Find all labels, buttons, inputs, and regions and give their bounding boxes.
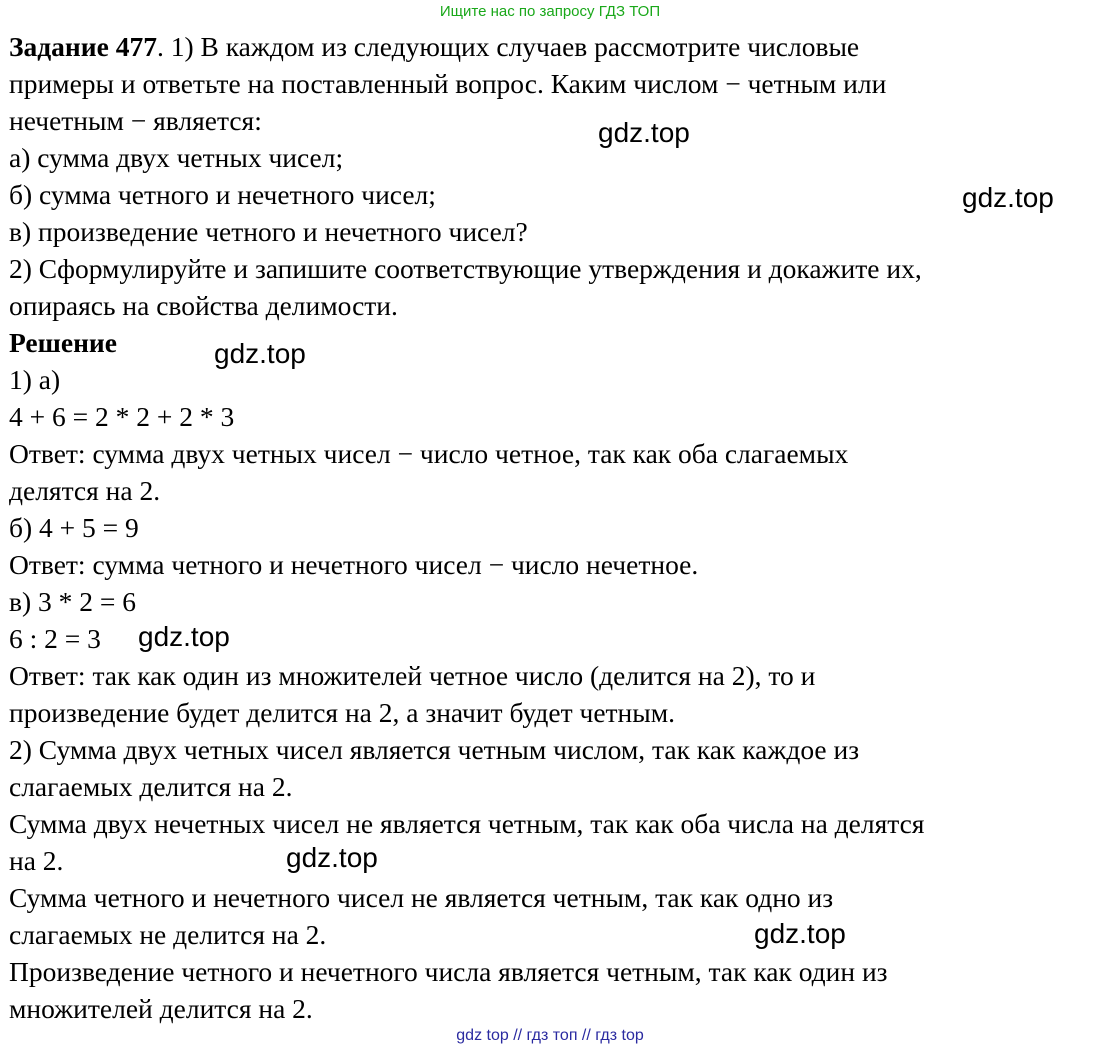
task-line: в) произведение четного и нечетного чисел? bbox=[9, 216, 528, 247]
watermark: gdz.top bbox=[214, 338, 306, 369]
task-line: б) сумма четного и нечетного чисел; bbox=[9, 179, 436, 210]
task-title-line bbox=[9, 28, 1094, 65]
solution-line: Ответ: сумма четного и нечетного чисел − число нечетное. bbox=[9, 549, 699, 580]
solution-line: 6 : 2 = 3 bbox=[9, 623, 101, 654]
solution-line: 2) Сумма двух четных чисел является четным числом, так как каждое из bbox=[9, 734, 860, 765]
watermark: gdz.top bbox=[598, 117, 690, 148]
task-line: опираясь на свойства делимости. bbox=[9, 290, 398, 321]
top-banner: Ищите нас по запросу ГДЗ ТОП bbox=[439, 3, 661, 20]
solution-line: слагаемых не делится на 2. bbox=[9, 919, 327, 950]
task-line: а) сумма двух четных чисел; bbox=[9, 142, 344, 173]
solution-line: множителей делится на 2. bbox=[9, 993, 313, 1024]
solution-line: Сумма двух нечетных чисел не является четным, так как оба числа на делятся bbox=[9, 808, 925, 839]
solution-line: б) 4 + 5 = 9 bbox=[9, 512, 139, 543]
solution-line: слагаемых делится на 2. bbox=[9, 771, 293, 802]
watermark: gdz.top bbox=[962, 182, 1054, 213]
solution-line: Сумма четного и нечетного чисел не является четным, так как одно из bbox=[9, 882, 834, 913]
solution-line: на 2. bbox=[9, 845, 64, 876]
task-line: нечетным − является: bbox=[9, 105, 262, 136]
solution-heading-line bbox=[9, 324, 1094, 361]
solution-line: произведение будет делится на 2, а значит будет четным. bbox=[9, 697, 676, 728]
solution-line: Произведение четного и нечетного числа является четным, так как один из bbox=[9, 956, 888, 987]
solution-line: 4 + 6 = 2 * 2 + 2 * 3 bbox=[9, 401, 235, 432]
task-line: примеры и ответьте на поставленный вопрос. Каким числом − четным или bbox=[9, 68, 887, 99]
solution-line: 1) а) bbox=[9, 364, 61, 395]
watermark: gdz.top bbox=[138, 621, 230, 652]
watermark: gdz.top bbox=[286, 842, 378, 873]
task-title: Задание 477 bbox=[9, 31, 157, 62]
solution-line: делятся на 2. bbox=[9, 475, 161, 506]
solution-heading: Решение bbox=[9, 327, 117, 358]
solution-line: в) 3 * 2 = 6 bbox=[9, 586, 137, 617]
bottom-banner: gdz top // гдз топ // гдз top bbox=[456, 1027, 644, 1044]
solution-line: Ответ: сумма двух четных чисел − число четное, так как оба слагаемых bbox=[9, 438, 849, 469]
solution-line: Ответ: так как один из множителей четное число (делится на 2), то и bbox=[9, 660, 816, 691]
task-line: 2) Сформулируйте и запишите соответствующие утверждения и докажите их, bbox=[9, 253, 922, 284]
document-body bbox=[9, 28, 1094, 1027]
task-line: . 1) В каждом из следующих случаев рассмотрите числовые bbox=[156, 31, 860, 62]
watermark: gdz.top bbox=[754, 918, 846, 949]
